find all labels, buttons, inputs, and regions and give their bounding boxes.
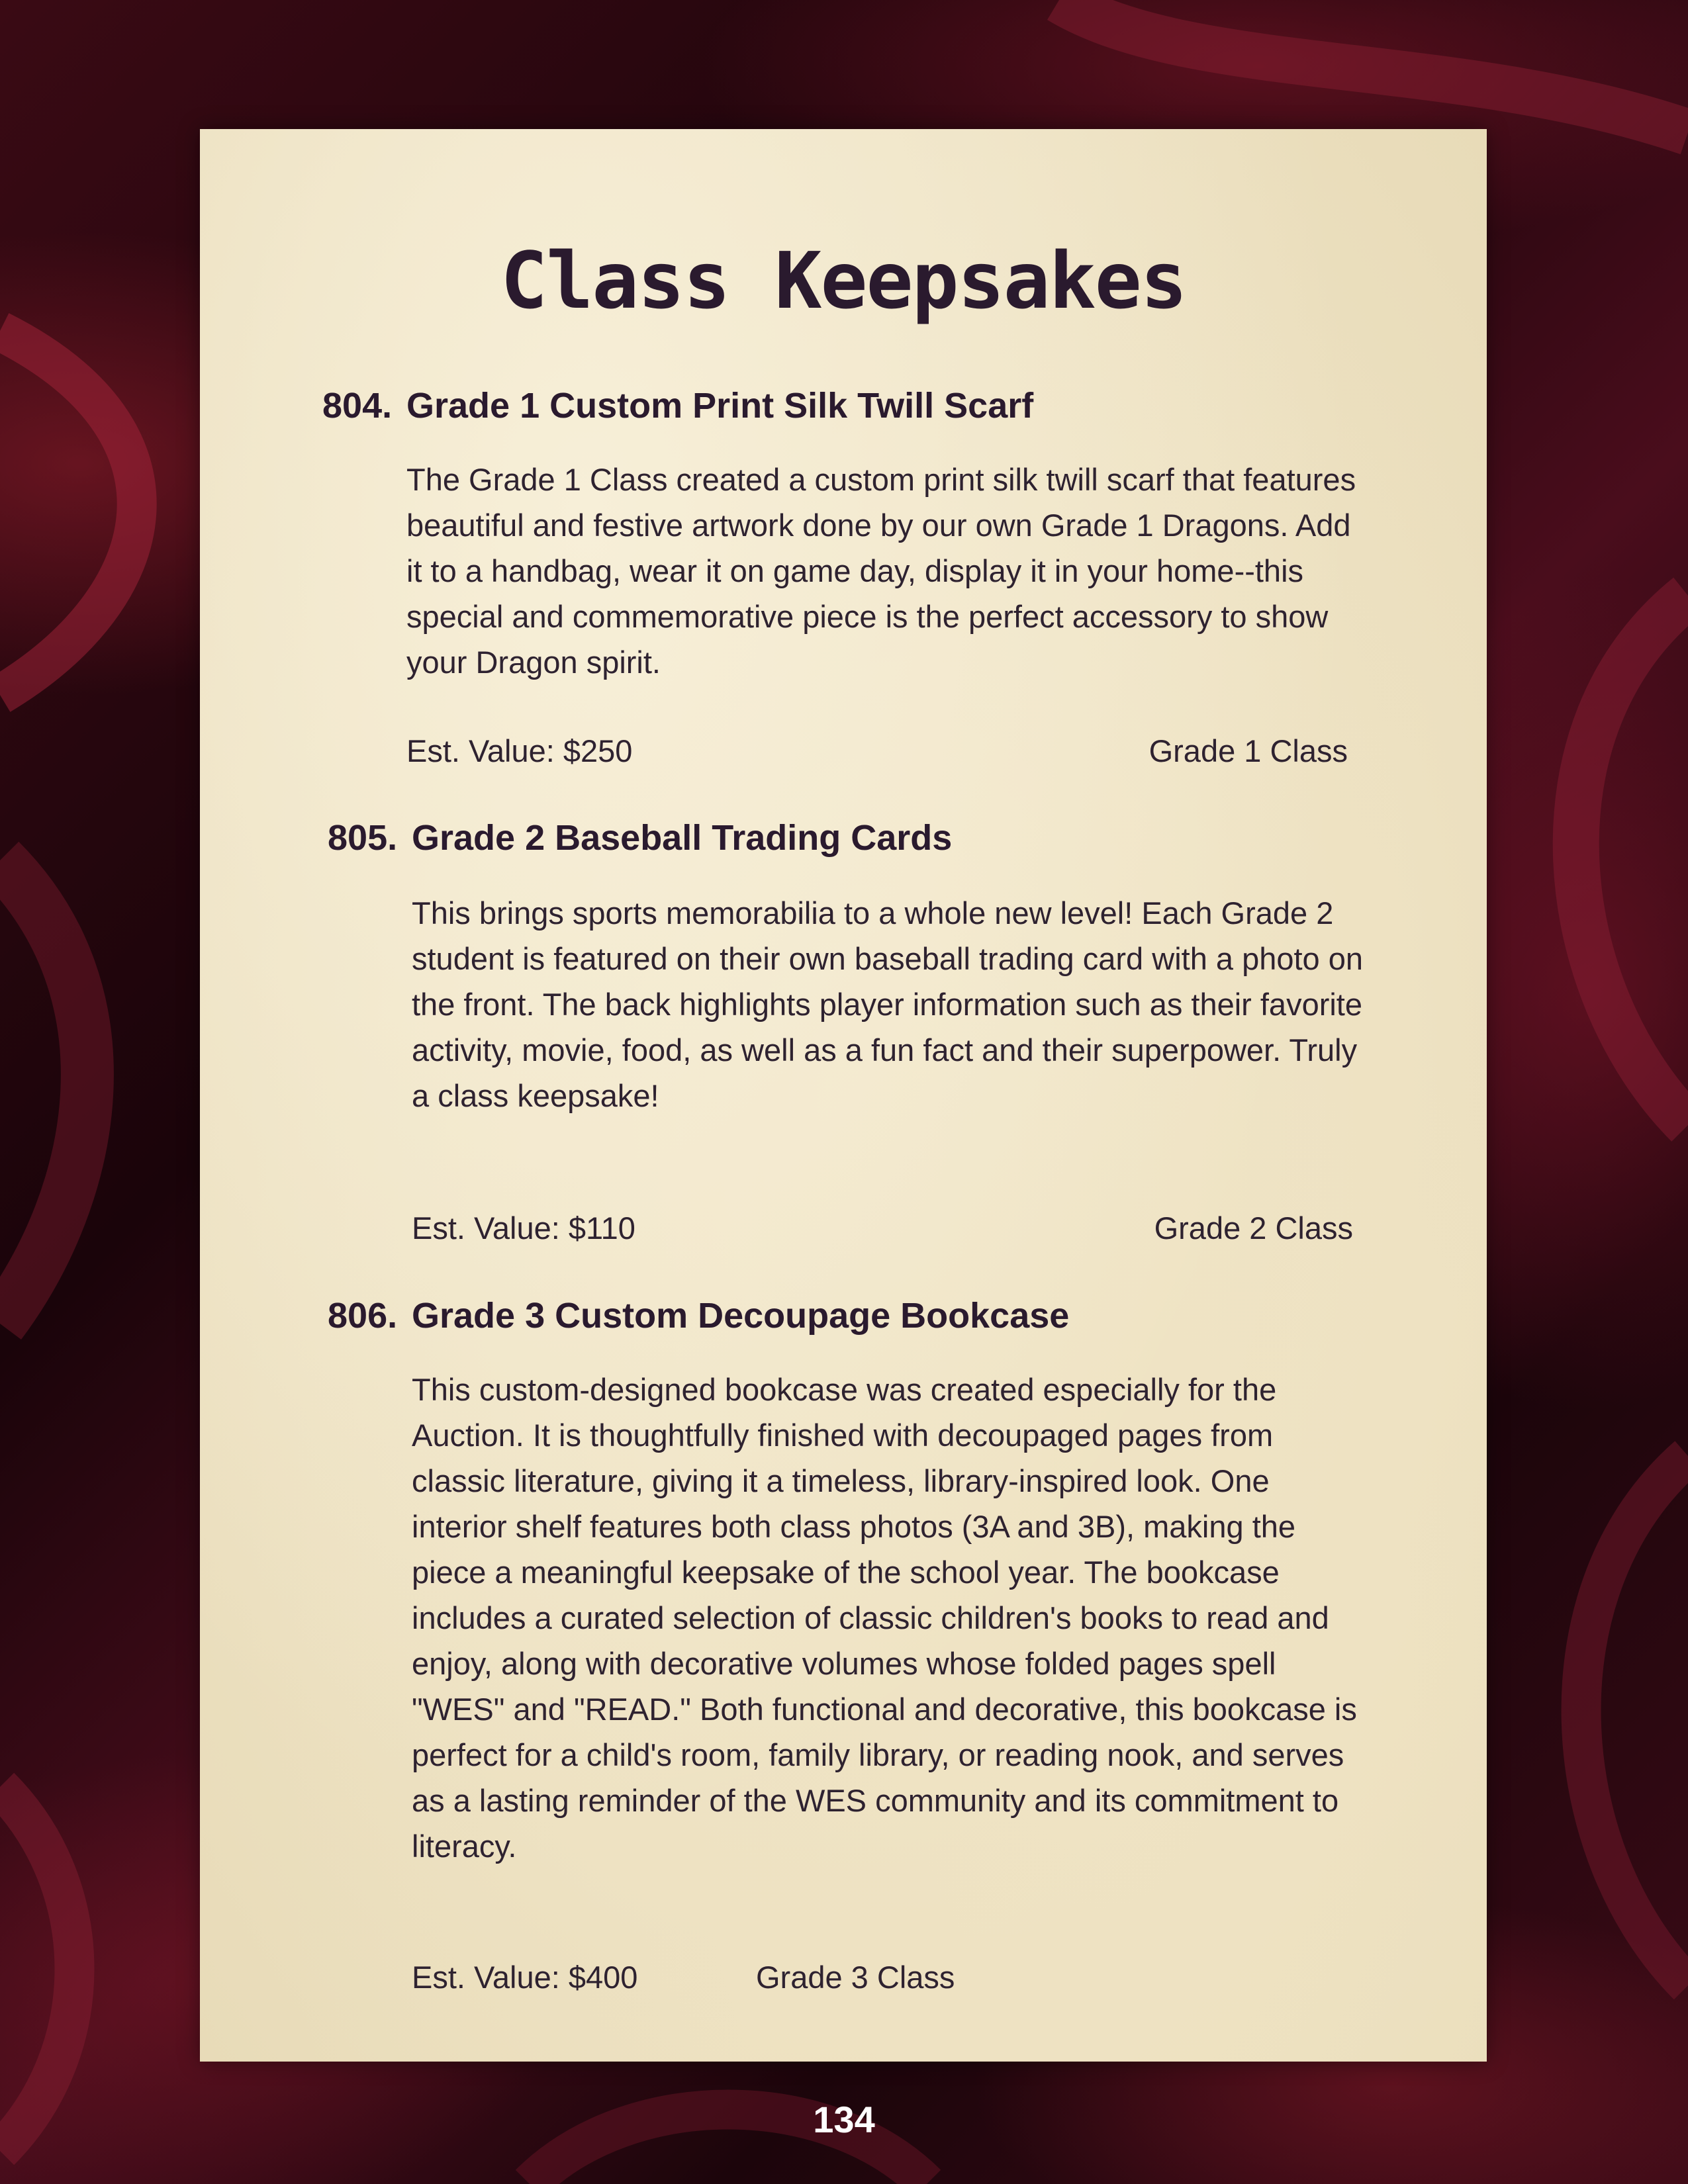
item-title: Grade 1 Custom Print Silk Twill Scarf	[406, 386, 1034, 426]
item-est-value: Est. Value: $400	[412, 1960, 638, 1995]
item-donor: Grade 2 Class	[1154, 1210, 1353, 1246]
page-title: Class Keepsakes	[500, 235, 1186, 326]
page-number: 134	[813, 2099, 875, 2140]
item-title: Grade 3 Custom Decoupage Bookcase	[412, 1296, 1070, 1336]
item-title: Grade 2 Baseball Trading Cards	[412, 818, 953, 858]
item-description: This custom-designed bookcase was created especially for the Auction. It is thoughtfully finished with decoupaged pages from classic literature, giving it a timeless, library-inspired look. One interior shelf features both class photos (3A and 3B), making the piece a meaningful keepsake of the school year. The bookcase includes a curated selection of classic children's books to read and enjoy, along with decorative volumes whose folded pages spell "WES" and "READ." Both functional and decorative, this bookcase is perfect for a child's room, family library, or reading nook, and serves as a lasting reminder of the WES community and its commitment to literacy.	[412, 1372, 1357, 1864]
item-number: 805.	[328, 818, 398, 858]
paper-page	[200, 129, 1487, 2062]
item-est-value: Est. Value: $250	[406, 733, 633, 768]
item-donor: Grade 1 Class	[1149, 733, 1348, 768]
item-est-value: Est. Value: $110	[412, 1210, 635, 1246]
item-description: This brings sports memorabilia to a whole new level! Each Grade 2 student is featured on their own baseball trading card with a photo on the front. The back highlights player information such as their favorite activity, movie, food, as well as a fun fact and their superpower. Truly a class keepsake!	[412, 895, 1364, 1113]
item-donor: Grade 3 Class	[756, 1960, 955, 1995]
item-description: The Grade 1 Class created a custom print silk twill scarf that features beautiful and festive artwork done by our own Grade 1 Dragons. Add it to a handbag, wear it on game day, display it in your home--this special and commemorative piece is the perfect accessory to show your Dragon spirit.	[406, 462, 1356, 680]
item-number: 804.	[322, 386, 393, 426]
item-number: 806.	[328, 1296, 398, 1336]
